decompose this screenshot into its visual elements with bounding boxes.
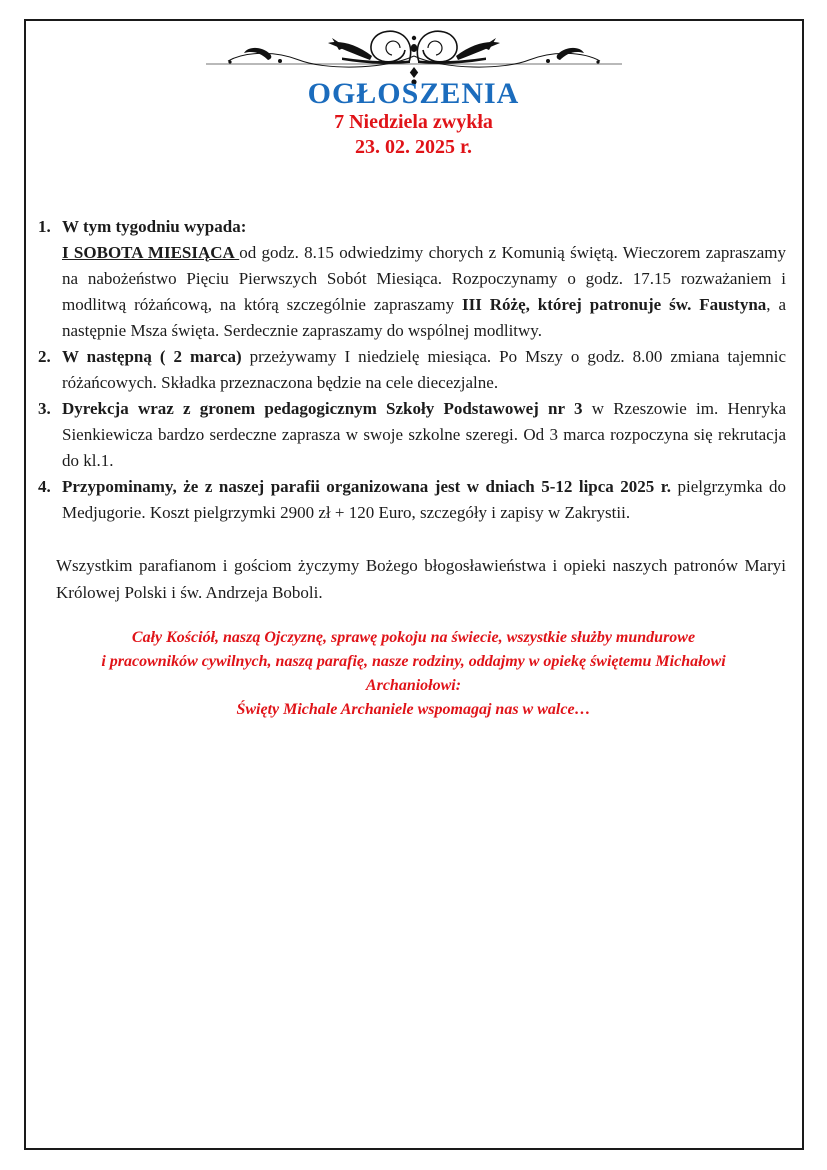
date-line: 23. 02. 2025 r. [354,136,473,158]
item-text: W tym tygodniu wypada: I SOBOTA MIESIĄCA od godz. 8.15 odwiedzimy chorych z Komunią świętą. Wieczorem zapraszamy na nabożeństwo Pięciu Pierwszych Sobót Miesiąca. Rozpoczynamy o godz. 17.15 rozważaniem i modlitwą różańcową, na którą szczególnie zapraszamy III Różę, której patronuje św. Faustyna, a następnie Msza święta. Serdecznie zapraszamy do wspólnej modlitwy. [62,217,786,340]
item-text: W następną ( 2 marca) przeżywamy I niedzielę miesiąca. Po Mszy o godz. 8.00 zmiana tajemnic różańcowych. Składka przeznaczona będzie na cele diecezjalne. [62,347,786,392]
page-header [0,26,827,160]
announcement-list [38,214,786,526]
item-number: 4. [38,477,51,496]
dedication-line-3: Archaniołowi: [365,677,462,694]
announcement-item-1 [38,214,786,344]
announcement-item-3 [38,396,786,474]
liturgical-sunday-subtitle: 7 Niedziela zwykła [334,111,493,133]
page-title: OGŁOSZENIA [307,77,520,110]
dedication-block [0,626,827,722]
item-number: 1. [38,217,51,236]
dedication-line-2: i pracowników cywilnych, naszą parafię, nasze rodziny, oddajmy w opiekę świętemu Michałowi [101,653,726,670]
announcement-item-4 [38,474,786,526]
item-text: Dyrekcja wraz z gronem pedagogicznym Szkoły Podstawowej nr 3 w Rzeszowie im. Henryka Sienkiewicza bardzo serdeczne zaprasza w swoje szkolne szeregi. Od 3 marca rozpoczyna się rekrutacja do kl.1. [62,399,787,470]
closing-blessing-paragraph: Wszystkim parafianom i gościom życzymy Bożego błogosławieństwa i opieki naszych patronów Maryi Królowej Polski i św. Andrzeja Boboli. [56,556,786,602]
dedication-line-4: Święty Michale Archaniele wspomagaj nas w walce… [236,701,591,718]
item-number: 2. [38,347,51,366]
dedication-line-1: Cały Kościół, naszą Ojczyznę, sprawę pokoju na świecie, wszystkie służby mundurowe [131,629,696,646]
item-number: 3. [38,399,51,418]
item-text: Przypominamy, że z naszej parafii organizowana jest w dniach 5-12 lipca 2025 r. pielgrzymka do Medjugorie. Koszt pielgrzymki 2900 zł + 120 Euro, szczegóły i zapisy w Zakrystii. [62,477,786,522]
announcement-item-2 [38,344,786,396]
